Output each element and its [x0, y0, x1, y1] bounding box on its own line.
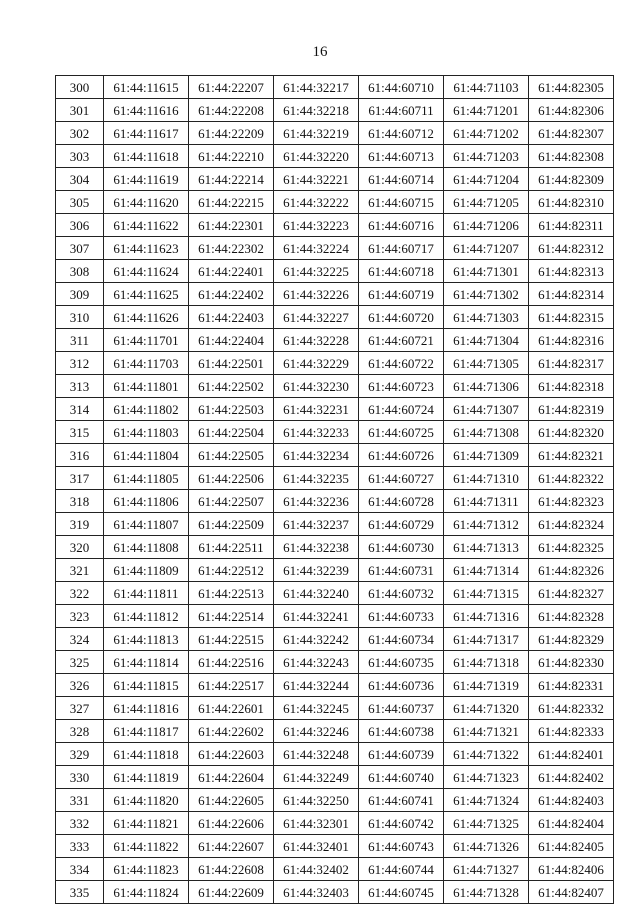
cadastral-code-cell: 61:44:22301	[189, 214, 274, 237]
row-number-cell: 316	[56, 444, 104, 467]
cadastral-codes-table	[55, 75, 614, 904]
cadastral-code-cell: 61:44:11823	[104, 858, 189, 881]
cadastral-code-cell: 61:44:71325	[444, 812, 529, 835]
cadastral-code-cell: 61:44:32237	[274, 513, 359, 536]
cadastral-code-cell: 61:44:82319	[529, 398, 614, 421]
cadastral-code-cell: 61:44:22501	[189, 352, 274, 375]
cadastral-code-cell: 61:44:11622	[104, 214, 189, 237]
cadastral-code-cell: 61:44:32217	[274, 76, 359, 99]
cadastral-code-cell: 61:44:71327	[444, 858, 529, 881]
cadastral-code-cell: 61:44:82316	[529, 329, 614, 352]
table-row	[56, 743, 614, 766]
row-number-cell: 309	[56, 283, 104, 306]
cadastral-code-cell: 61:44:60744	[359, 858, 444, 881]
row-number-cell: 304	[56, 168, 104, 191]
cadastral-code-cell: 61:44:11701	[104, 329, 189, 352]
table-row	[56, 766, 614, 789]
cadastral-code-cell: 61:44:82308	[529, 145, 614, 168]
cadastral-code-cell: 61:44:82309	[529, 168, 614, 191]
cadastral-code-cell: 61:44:22210	[189, 145, 274, 168]
cadastral-code-cell: 61:44:32301	[274, 812, 359, 835]
cadastral-code-cell: 61:44:11804	[104, 444, 189, 467]
cadastral-code-cell: 61:44:60741	[359, 789, 444, 812]
cadastral-code-cell: 61:44:71207	[444, 237, 529, 260]
cadastral-code-cell: 61:44:71206	[444, 214, 529, 237]
cadastral-code-cell: 61:44:32235	[274, 467, 359, 490]
cadastral-code-cell: 61:44:71312	[444, 513, 529, 536]
cadastral-code-cell: 61:44:82311	[529, 214, 614, 237]
cadastral-code-cell: 61:44:32236	[274, 490, 359, 513]
cadastral-code-cell: 61:44:82313	[529, 260, 614, 283]
cadastral-code-cell: 61:44:60742	[359, 812, 444, 835]
cadastral-code-cell: 61:44:71315	[444, 582, 529, 605]
row-number-cell: 323	[56, 605, 104, 628]
cadastral-code-cell: 61:44:32244	[274, 674, 359, 697]
cadastral-code-cell: 61:44:82403	[529, 789, 614, 812]
cadastral-code-cell: 61:44:32234	[274, 444, 359, 467]
table-row	[56, 306, 614, 329]
cadastral-code-cell: 61:44:60727	[359, 467, 444, 490]
cadastral-code-cell: 61:44:60710	[359, 76, 444, 99]
row-number-cell: 320	[56, 536, 104, 559]
cadastral-code-cell: 61:44:60740	[359, 766, 444, 789]
table-row	[56, 398, 614, 421]
cadastral-code-cell: 61:44:82333	[529, 720, 614, 743]
cadastral-code-cell: 61:44:82310	[529, 191, 614, 214]
cadastral-code-cell: 61:44:22502	[189, 375, 274, 398]
table-row	[56, 720, 614, 743]
cadastral-code-cell: 61:44:82314	[529, 283, 614, 306]
row-number-cell: 334	[56, 858, 104, 881]
cadastral-code-cell: 61:44:71322	[444, 743, 529, 766]
cadastral-code-cell: 61:44:60725	[359, 421, 444, 444]
table-body	[56, 76, 614, 904]
cadastral-code-cell: 61:44:22509	[189, 513, 274, 536]
cadastral-code-cell: 61:44:71302	[444, 283, 529, 306]
cadastral-code-cell: 61:44:22215	[189, 191, 274, 214]
cadastral-code-cell: 61:44:32229	[274, 352, 359, 375]
cadastral-code-cell: 61:44:32233	[274, 421, 359, 444]
cadastral-code-cell: 61:44:60739	[359, 743, 444, 766]
table-row	[56, 237, 614, 260]
cadastral-code-cell: 61:44:11821	[104, 812, 189, 835]
cadastral-code-cell: 61:44:11809	[104, 559, 189, 582]
cadastral-code-cell: 61:44:11824	[104, 881, 189, 904]
row-number-cell: 335	[56, 881, 104, 904]
row-number-cell: 303	[56, 145, 104, 168]
cadastral-code-cell: 61:44:60716	[359, 214, 444, 237]
cadastral-code-cell: 61:44:22208	[189, 99, 274, 122]
row-number-cell: 317	[56, 467, 104, 490]
cadastral-code-cell: 61:44:71309	[444, 444, 529, 467]
cadastral-code-cell: 61:44:32218	[274, 99, 359, 122]
row-number-cell: 307	[56, 237, 104, 260]
row-number-cell: 322	[56, 582, 104, 605]
cadastral-code-cell: 61:44:22404	[189, 329, 274, 352]
cadastral-code-cell: 61:44:11812	[104, 605, 189, 628]
cadastral-code-cell: 61:44:82407	[529, 881, 614, 904]
cadastral-code-cell: 61:44:11803	[104, 421, 189, 444]
row-number-cell: 318	[56, 490, 104, 513]
row-number-cell: 308	[56, 260, 104, 283]
row-number-cell: 305	[56, 191, 104, 214]
table-row	[56, 858, 614, 881]
cadastral-code-cell: 61:44:82323	[529, 490, 614, 513]
cadastral-code-cell: 61:44:71306	[444, 375, 529, 398]
cadastral-code-cell: 61:44:32402	[274, 858, 359, 881]
table-row	[56, 99, 614, 122]
cadastral-code-cell: 61:44:32228	[274, 329, 359, 352]
cadastral-code-cell: 61:44:11703	[104, 352, 189, 375]
cadastral-code-cell: 61:44:11819	[104, 766, 189, 789]
row-number-cell: 327	[56, 697, 104, 720]
cadastral-code-cell: 61:44:71328	[444, 881, 529, 904]
cadastral-code-cell: 61:44:82322	[529, 467, 614, 490]
cadastral-code-cell: 61:44:60719	[359, 283, 444, 306]
cadastral-code-cell: 61:44:82318	[529, 375, 614, 398]
cadastral-code-cell: 61:44:82332	[529, 697, 614, 720]
cadastral-code-cell: 61:44:11618	[104, 145, 189, 168]
cadastral-code-cell: 61:44:60726	[359, 444, 444, 467]
cadastral-code-cell: 61:44:82325	[529, 536, 614, 559]
table-row	[56, 467, 614, 490]
cadastral-code-cell: 61:44:11822	[104, 835, 189, 858]
cadastral-code-cell: 61:44:22605	[189, 789, 274, 812]
cadastral-code-cell: 61:44:71307	[444, 398, 529, 421]
cadastral-code-cell: 61:44:60733	[359, 605, 444, 628]
table-row	[56, 490, 614, 513]
table-row	[56, 513, 614, 536]
cadastral-code-cell: 61:44:60732	[359, 582, 444, 605]
cadastral-code-cell: 61:44:22516	[189, 651, 274, 674]
cadastral-code-cell: 61:44:32240	[274, 582, 359, 605]
cadastral-code-cell: 61:44:22515	[189, 628, 274, 651]
cadastral-code-cell: 61:44:22609	[189, 881, 274, 904]
table-row	[56, 375, 614, 398]
table-row	[56, 260, 614, 283]
cadastral-code-cell: 61:44:71313	[444, 536, 529, 559]
cadastral-code-cell: 61:44:32221	[274, 168, 359, 191]
cadastral-code-cell: 61:44:32245	[274, 697, 359, 720]
cadastral-code-cell: 61:44:60717	[359, 237, 444, 260]
cadastral-code-cell: 61:44:71323	[444, 766, 529, 789]
cadastral-code-cell: 61:44:60723	[359, 375, 444, 398]
cadastral-code-cell: 61:44:11808	[104, 536, 189, 559]
cadastral-code-cell: 61:44:60712	[359, 122, 444, 145]
cadastral-code-cell: 61:44:22513	[189, 582, 274, 605]
cadastral-code-cell: 61:44:71317	[444, 628, 529, 651]
cadastral-code-cell: 61:44:22402	[189, 283, 274, 306]
table-row	[56, 352, 614, 375]
cadastral-code-cell: 61:44:82324	[529, 513, 614, 536]
cadastral-code-cell: 61:44:32225	[274, 260, 359, 283]
cadastral-code-cell: 61:44:60730	[359, 536, 444, 559]
cadastral-code-cell: 61:44:71319	[444, 674, 529, 697]
cadastral-code-cell: 61:44:11625	[104, 283, 189, 306]
cadastral-code-cell: 61:44:22214	[189, 168, 274, 191]
cadastral-code-cell: 61:44:60720	[359, 306, 444, 329]
cadastral-code-cell: 61:44:32238	[274, 536, 359, 559]
cadastral-code-cell: 61:44:71316	[444, 605, 529, 628]
row-number-cell: 302	[56, 122, 104, 145]
cadastral-code-cell: 61:44:82331	[529, 674, 614, 697]
row-number-cell: 314	[56, 398, 104, 421]
cadastral-code-cell: 61:44:11624	[104, 260, 189, 283]
cadastral-code-cell: 61:44:11815	[104, 674, 189, 697]
cadastral-code-cell: 61:44:22608	[189, 858, 274, 881]
cadastral-code-cell: 61:44:32231	[274, 398, 359, 421]
row-number-cell: 300	[56, 76, 104, 99]
table-row	[56, 697, 614, 720]
cadastral-code-cell: 61:44:32226	[274, 283, 359, 306]
cadastral-code-cell: 61:44:82315	[529, 306, 614, 329]
cadastral-code-cell: 61:44:22512	[189, 559, 274, 582]
cadastral-code-cell: 61:44:11816	[104, 697, 189, 720]
cadastral-code-cell: 61:44:60722	[359, 352, 444, 375]
table-row	[56, 651, 614, 674]
cadastral-code-cell: 61:44:60745	[359, 881, 444, 904]
cadastral-code-cell: 61:44:11616	[104, 99, 189, 122]
table-row	[56, 421, 614, 444]
cadastral-code-cell: 61:44:71314	[444, 559, 529, 582]
cadastral-code-cell: 61:44:82330	[529, 651, 614, 674]
cadastral-code-cell: 61:44:32250	[274, 789, 359, 812]
cadastral-code-cell: 61:44:22604	[189, 766, 274, 789]
cadastral-code-cell: 61:44:71308	[444, 421, 529, 444]
cadastral-code-cell: 61:44:82321	[529, 444, 614, 467]
row-number-cell: 315	[56, 421, 104, 444]
cadastral-code-cell: 61:44:60734	[359, 628, 444, 651]
cadastral-code-cell: 61:44:11620	[104, 191, 189, 214]
cadastral-code-cell: 61:44:11617	[104, 122, 189, 145]
cadastral-code-cell: 61:44:82305	[529, 76, 614, 99]
cadastral-code-cell: 61:44:22505	[189, 444, 274, 467]
cadastral-code-cell: 61:44:22602	[189, 720, 274, 743]
cadastral-code-cell: 61:44:71205	[444, 191, 529, 214]
cadastral-code-cell: 61:44:22403	[189, 306, 274, 329]
table-row	[56, 76, 614, 99]
cadastral-code-cell: 61:44:82328	[529, 605, 614, 628]
cadastral-code-cell: 61:44:60713	[359, 145, 444, 168]
row-number-cell: 310	[56, 306, 104, 329]
cadastral-code-cell: 61:44:11818	[104, 743, 189, 766]
cadastral-code-cell: 61:44:32403	[274, 881, 359, 904]
row-number-cell: 328	[56, 720, 104, 743]
cadastral-code-cell: 61:44:11626	[104, 306, 189, 329]
cadastral-code-cell: 61:44:60731	[359, 559, 444, 582]
cadastral-code-cell: 61:44:32227	[274, 306, 359, 329]
cadastral-code-cell: 61:44:11806	[104, 490, 189, 513]
cadastral-code-cell: 61:44:82404	[529, 812, 614, 835]
cadastral-code-cell: 61:44:32220	[274, 145, 359, 168]
table-row	[56, 789, 614, 812]
cadastral-code-cell: 61:44:11801	[104, 375, 189, 398]
row-number-cell: 333	[56, 835, 104, 858]
row-number-cell: 306	[56, 214, 104, 237]
cadastral-code-cell: 61:44:32246	[274, 720, 359, 743]
cadastral-code-cell: 61:44:60738	[359, 720, 444, 743]
cadastral-code-cell: 61:44:22607	[189, 835, 274, 858]
cadastral-code-cell: 61:44:82320	[529, 421, 614, 444]
cadastral-code-cell: 61:44:60711	[359, 99, 444, 122]
cadastral-code-cell: 61:44:60736	[359, 674, 444, 697]
cadastral-code-cell: 61:44:32242	[274, 628, 359, 651]
cadastral-code-cell: 61:44:32239	[274, 559, 359, 582]
cadastral-code-cell: 61:44:71203	[444, 145, 529, 168]
cadastral-code-cell: 61:44:11802	[104, 398, 189, 421]
cadastral-code-cell: 61:44:22603	[189, 743, 274, 766]
cadastral-code-cell: 61:44:22207	[189, 76, 274, 99]
cadastral-code-cell: 61:44:22606	[189, 812, 274, 835]
cadastral-code-cell: 61:44:22506	[189, 467, 274, 490]
cadastral-code-cell: 61:44:22507	[189, 490, 274, 513]
cadastral-code-cell: 61:44:32241	[274, 605, 359, 628]
cadastral-code-cell: 61:44:32243	[274, 651, 359, 674]
cadastral-code-cell: 61:44:82306	[529, 99, 614, 122]
cadastral-code-cell: 61:44:71311	[444, 490, 529, 513]
table-row	[56, 283, 614, 306]
row-number-cell: 329	[56, 743, 104, 766]
row-number-cell: 311	[56, 329, 104, 352]
table-row	[56, 168, 614, 191]
cadastral-code-cell: 61:44:22302	[189, 237, 274, 260]
row-number-cell: 325	[56, 651, 104, 674]
cadastral-code-cell: 61:44:22601	[189, 697, 274, 720]
cadastral-code-cell: 61:44:60735	[359, 651, 444, 674]
cadastral-code-cell: 61:44:11813	[104, 628, 189, 651]
cadastral-code-cell: 61:44:71304	[444, 329, 529, 352]
cadastral-code-cell: 61:44:71318	[444, 651, 529, 674]
cadastral-code-cell: 61:44:32222	[274, 191, 359, 214]
table-row	[56, 582, 614, 605]
cadastral-code-cell: 61:44:32219	[274, 122, 359, 145]
cadastral-code-cell: 61:44:32249	[274, 766, 359, 789]
cadastral-code-cell: 61:44:71310	[444, 467, 529, 490]
cadastral-code-cell: 61:44:71204	[444, 168, 529, 191]
cadastral-code-cell: 61:44:11807	[104, 513, 189, 536]
cadastral-code-cell: 61:44:11619	[104, 168, 189, 191]
table-row	[56, 444, 614, 467]
cadastral-code-cell: 61:44:32230	[274, 375, 359, 398]
cadastral-code-cell: 61:44:71324	[444, 789, 529, 812]
cadastral-code-cell: 61:44:32248	[274, 743, 359, 766]
cadastral-code-cell: 61:44:11820	[104, 789, 189, 812]
cadastral-code-cell: 61:44:22401	[189, 260, 274, 283]
row-number-cell: 330	[56, 766, 104, 789]
cadastral-code-cell: 61:44:32223	[274, 214, 359, 237]
cadastral-code-cell: 61:44:22517	[189, 674, 274, 697]
row-number-cell: 313	[56, 375, 104, 398]
table-row	[56, 559, 614, 582]
cadastral-code-cell: 61:44:60714	[359, 168, 444, 191]
cadastral-code-cell: 61:44:71326	[444, 835, 529, 858]
cadastral-code-cell: 61:44:82329	[529, 628, 614, 651]
cadastral-code-cell: 61:44:60728	[359, 490, 444, 513]
cadastral-code-cell: 61:44:22503	[189, 398, 274, 421]
table-row	[56, 835, 614, 858]
cadastral-code-cell: 61:44:22504	[189, 421, 274, 444]
row-number-cell: 319	[56, 513, 104, 536]
table-row	[56, 536, 614, 559]
cadastral-code-cell: 61:44:11805	[104, 467, 189, 490]
table-row	[56, 628, 614, 651]
cadastral-code-cell: 61:44:82402	[529, 766, 614, 789]
table-row	[56, 329, 614, 352]
cadastral-code-cell: 61:44:60715	[359, 191, 444, 214]
cadastral-code-cell: 61:44:32401	[274, 835, 359, 858]
row-number-cell: 321	[56, 559, 104, 582]
cadastral-code-cell: 61:44:71202	[444, 122, 529, 145]
table-row	[56, 214, 614, 237]
row-number-cell: 312	[56, 352, 104, 375]
cadastral-code-cell: 61:44:82317	[529, 352, 614, 375]
row-number-cell: 331	[56, 789, 104, 812]
row-number-cell: 324	[56, 628, 104, 651]
table-row	[56, 605, 614, 628]
cadastral-code-cell: 61:44:60724	[359, 398, 444, 421]
cadastral-code-cell: 61:44:11623	[104, 237, 189, 260]
cadastral-code-cell: 61:44:71320	[444, 697, 529, 720]
cadastral-code-cell: 61:44:60721	[359, 329, 444, 352]
cadastral-code-cell: 61:44:60737	[359, 697, 444, 720]
row-number-cell: 332	[56, 812, 104, 835]
cadastral-code-cell: 61:44:60729	[359, 513, 444, 536]
cadastral-code-cell: 61:44:82326	[529, 559, 614, 582]
cadastral-code-cell: 61:44:11814	[104, 651, 189, 674]
cadastral-code-cell: 61:44:71321	[444, 720, 529, 743]
table-row	[56, 881, 614, 904]
cadastral-code-cell: 61:44:11811	[104, 582, 189, 605]
table-row	[56, 674, 614, 697]
cadastral-code-cell: 61:44:82307	[529, 122, 614, 145]
table-row	[56, 145, 614, 168]
cadastral-code-cell: 61:44:82405	[529, 835, 614, 858]
cadastral-code-cell: 61:44:71201	[444, 99, 529, 122]
cadastral-code-cell: 61:44:22209	[189, 122, 274, 145]
row-number-cell: 326	[56, 674, 104, 697]
cadastral-code-cell: 61:44:60718	[359, 260, 444, 283]
cadastral-code-cell: 61:44:82406	[529, 858, 614, 881]
cadastral-code-cell: 61:44:71305	[444, 352, 529, 375]
cadastral-code-cell: 61:44:71301	[444, 260, 529, 283]
cadastral-code-cell: 61:44:82401	[529, 743, 614, 766]
cadastral-code-cell: 61:44:11615	[104, 76, 189, 99]
table-row	[56, 122, 614, 145]
cadastral-code-cell: 61:44:82312	[529, 237, 614, 260]
cadastral-code-cell: 61:44:60743	[359, 835, 444, 858]
page-number: 16	[312, 44, 328, 60]
cadastral-code-cell: 61:44:11817	[104, 720, 189, 743]
row-number-cell: 301	[56, 99, 104, 122]
table-row	[56, 191, 614, 214]
cadastral-code-cell: 61:44:71103	[444, 76, 529, 99]
table-row	[56, 812, 614, 835]
cadastral-code-cell: 61:44:32224	[274, 237, 359, 260]
cadastral-code-cell: 61:44:71303	[444, 306, 529, 329]
cadastral-code-cell: 61:44:22514	[189, 605, 274, 628]
cadastral-code-cell: 61:44:22511	[189, 536, 274, 559]
cadastral-code-cell: 61:44:82327	[529, 582, 614, 605]
